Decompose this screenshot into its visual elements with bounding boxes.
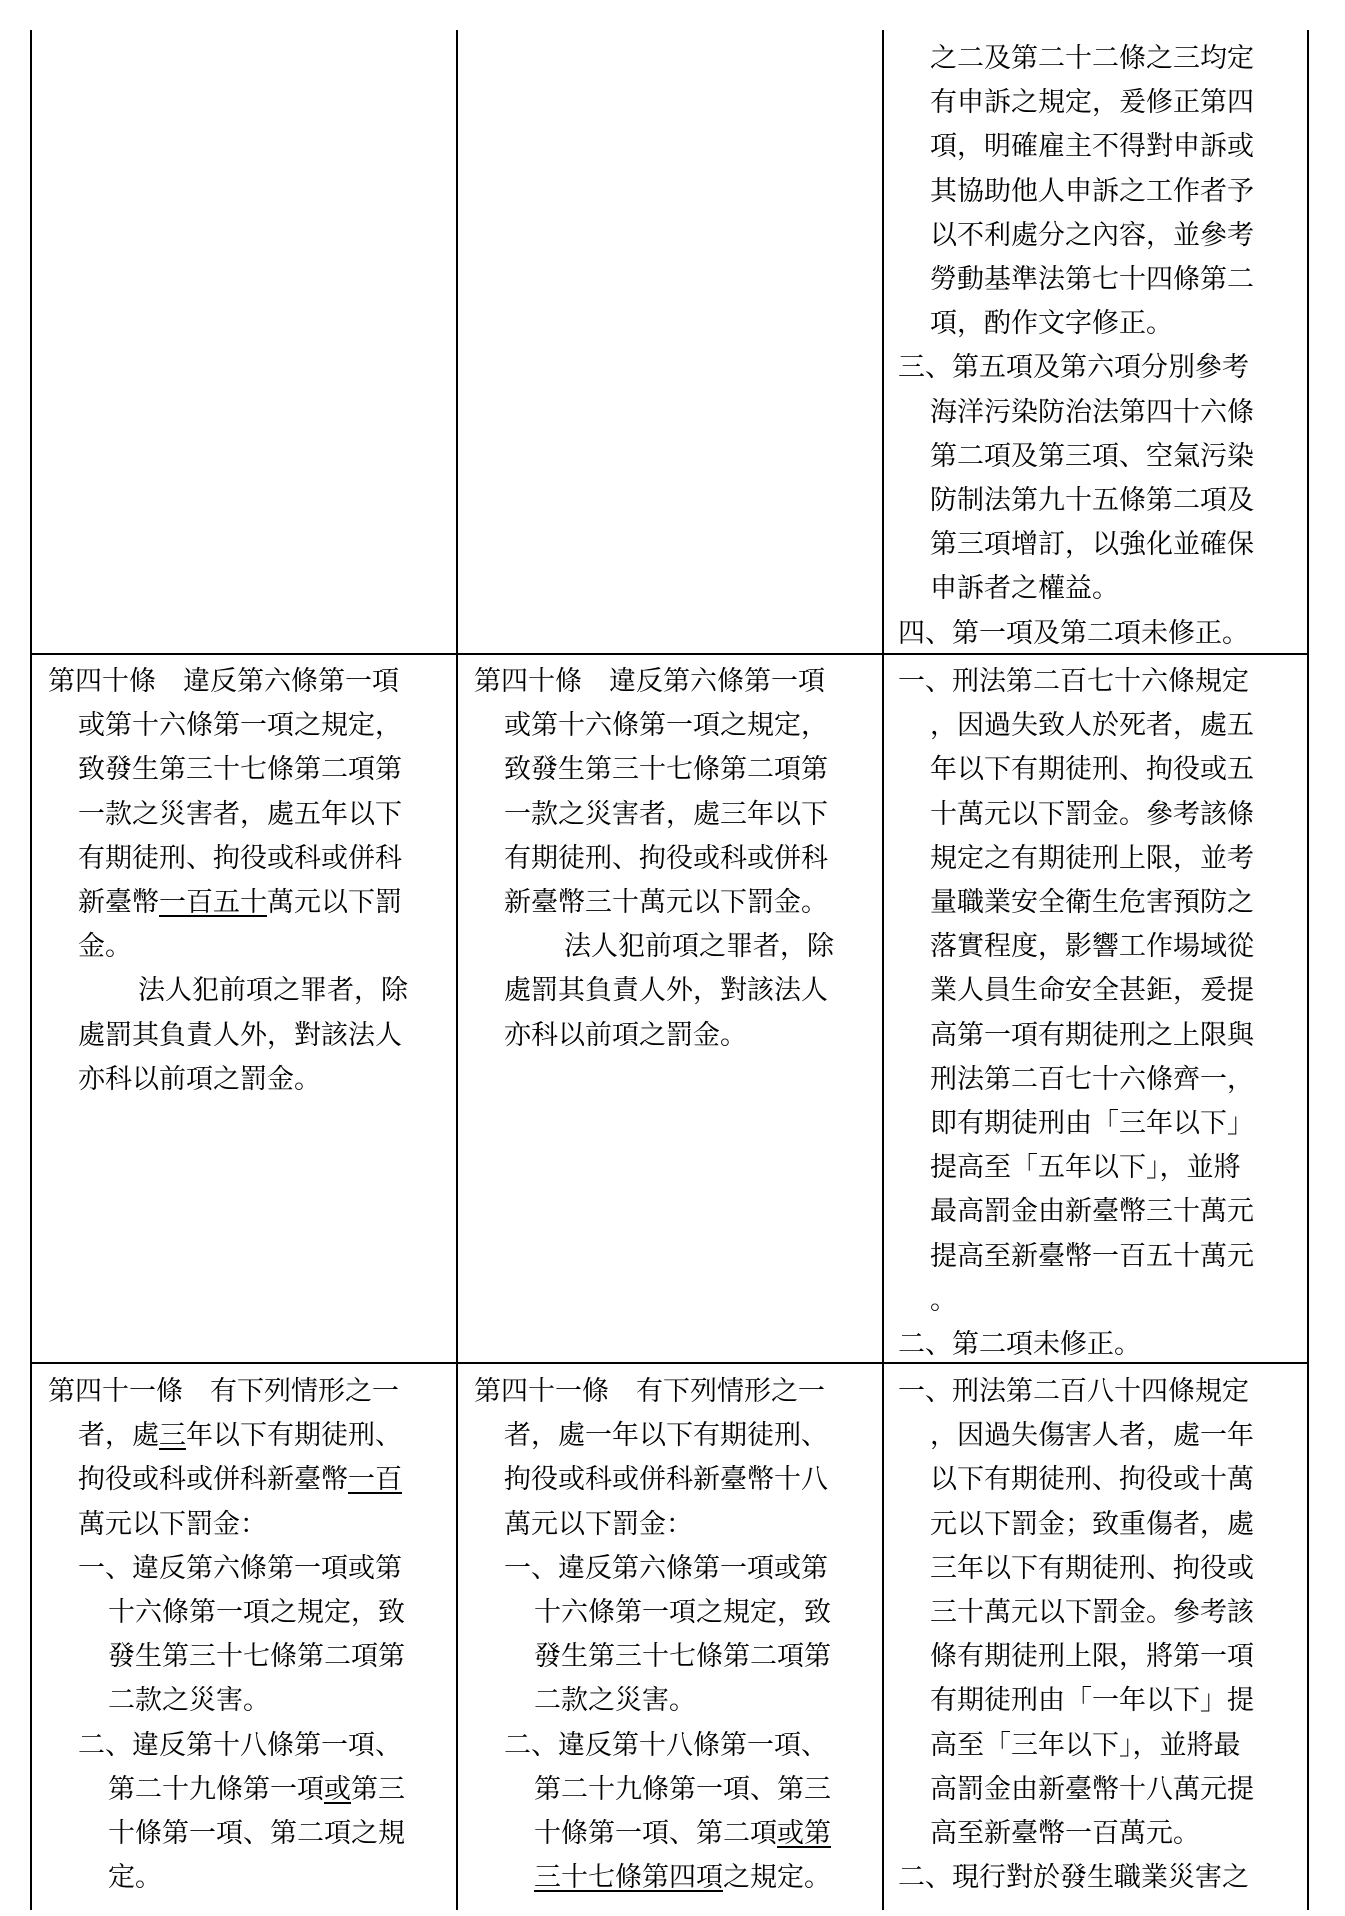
amended-text: 三 <box>159 1420 186 1452</box>
list-line: 發生第三十七條第二項第 <box>108 1641 405 1673</box>
list-item-1: 一、違反第六條第一項或第 <box>78 1552 402 1584</box>
article-line: 亦科以前項之罰金。 <box>504 1019 747 1051</box>
note-line: 最高罰金由新臺幣三十萬元 <box>930 1196 1254 1228</box>
article-line: 一款之災害者，處五年以下 <box>78 798 402 830</box>
list-item-1: 一、違反第六條第一項或第 <box>504 1552 828 1584</box>
article-line: 者，處一年以下有期徒刑、 <box>504 1420 828 1452</box>
article-heading: 第四十一條 有下列情形之一 <box>48 1376 399 1407</box>
column-divider-2 <box>882 30 884 1910</box>
text-span: 新臺幣 <box>78 887 159 919</box>
note-line: 刑法第二百七十六條齊一， <box>930 1063 1254 1095</box>
article-line: 法人犯前項之罪者，除 <box>564 931 834 963</box>
note-line: 三年以下有期徒刑、拘役或 <box>930 1552 1254 1584</box>
note-line: 有期徒刑由「一年以下」提 <box>930 1685 1254 1717</box>
amended-text: 三十七條第四項 <box>534 1862 723 1894</box>
list-item-2: 二、違反第十八條第一項、 <box>78 1729 402 1761</box>
article-40-explanation <box>898 660 1254 1367</box>
article-heading: 第四十一條 有下列情形之一 <box>474 1376 825 1407</box>
list-line: 十六條第一項之規定，致 <box>534 1597 831 1629</box>
note-line: 提高至新臺幣一百五十萬元 <box>930 1240 1254 1272</box>
note-line: 即有期徒刑由「三年以下」 <box>930 1108 1254 1140</box>
note-line: 業人員生命安全甚鉅，爰提 <box>930 975 1254 1007</box>
column-divider-1 <box>456 30 458 1910</box>
amended-text: 一百五十 <box>159 887 267 919</box>
article-line: 萬元以下罰金： <box>78 1508 267 1540</box>
note-line: 勞動基準法第七十四條第二 <box>930 264 1254 296</box>
list-line <box>474 1812 831 1856</box>
note-line: 其協助他人申訴之工作者予 <box>930 175 1254 207</box>
note-item-1: 一、刑法第二百七十六條規定 <box>898 666 1249 697</box>
amended-text: 一百 <box>348 1464 402 1496</box>
note-line: 。 <box>930 1284 957 1316</box>
text-span: 萬元以下罰 <box>267 887 402 919</box>
note-item-3: 三、第五項及第六項分別參考 <box>898 352 1249 384</box>
text-span: 十條第一項、第二項 <box>534 1818 777 1850</box>
note-line: 規定之有期徒刑上限，並考 <box>930 842 1254 874</box>
note-line: ，因過失致人於死者，處五 <box>930 710 1254 742</box>
article-line <box>48 1458 405 1502</box>
note-item-2: 二、現行對於發生職業災害之 <box>898 1862 1249 1894</box>
note-line: 海洋污染防治法第四十六條 <box>930 396 1254 428</box>
article-line: 萬元以下罰金： <box>504 1508 693 1540</box>
note-item-4: 四、第一項及第二項未修正。 <box>898 617 1249 649</box>
note-line: 高罰金由新臺幣十八萬元提 <box>930 1773 1254 1805</box>
article-line: 處罰其負責人外，對該法人 <box>504 975 828 1007</box>
article-line: 致發生第三十七條第二項第 <box>78 754 402 786</box>
table-border-right <box>1307 30 1309 1910</box>
note-line: 以不利處分之內容，並參考 <box>930 219 1254 251</box>
row-continuation-col3 <box>898 37 1254 656</box>
article-line: 致發生第三十七條第二項第 <box>504 754 828 786</box>
article-heading: 第四十條 違反第六條第一項 <box>474 666 825 697</box>
article-line: 拘役或科或併科新臺幣十八 <box>504 1464 828 1496</box>
note-line: 三十萬元以下罰金。參考該 <box>930 1597 1254 1629</box>
article-heading: 第四十條 違反第六條第一項 <box>48 666 399 697</box>
note-line: 之二及第二十二條之三均定 <box>930 43 1254 74</box>
article-line: 有期徒刑、拘役或科或併科 <box>504 842 828 874</box>
note-line: 項，明確雇主不得對申訴或 <box>930 131 1254 163</box>
article-line: 或第十六條第一項之規定， <box>78 710 402 742</box>
note-line: 元以下罰金；致重傷者，處 <box>930 1508 1254 1540</box>
note-line: 以下有期徒刑、拘役或十萬 <box>930 1464 1254 1496</box>
list-line <box>48 1768 405 1812</box>
article-line: 新臺幣三十萬元以下罰金。 <box>504 887 828 919</box>
article-40-current <box>474 660 834 1058</box>
article-line <box>48 1414 405 1458</box>
list-line: 定。 <box>108 1862 162 1894</box>
amended-text: 或 <box>324 1773 351 1805</box>
note-line: 高第一項有期徒刑之上限與 <box>930 1019 1254 1051</box>
list-line: 二款之災害。 <box>108 1685 270 1717</box>
article-41-current <box>474 1370 831 1900</box>
text-span: 拘役或科或併科新臺幣 <box>78 1464 348 1496</box>
list-line <box>474 1856 831 1900</box>
text-span: 第三 <box>351 1773 405 1805</box>
note-line: 年以下有期徒刑、拘役或五 <box>930 754 1254 786</box>
list-line: 發生第三十七條第二項第 <box>534 1641 831 1673</box>
note-line: 條有期徒刑上限，將第一項 <box>930 1641 1254 1673</box>
list-line: 第二十九條第一項、第三 <box>534 1773 831 1805</box>
note-line: 高至「三年以下」，並將最 <box>930 1729 1241 1761</box>
note-line: 高至新臺幣一百萬元。 <box>930 1818 1200 1850</box>
article-40-amended <box>48 660 408 1102</box>
article-41-amended <box>48 1370 405 1900</box>
note-line: 第三項增訂，以強化並確保 <box>930 529 1254 561</box>
text-span: 者，處 <box>78 1420 159 1452</box>
note-line: 量職業安全衛生危害預防之 <box>930 887 1254 919</box>
note-item-2: 二、第二項未修正。 <box>898 1329 1141 1361</box>
article-line: 亦科以前項之罰金。 <box>78 1063 321 1095</box>
note-line: 提高至「五年以下」，並將 <box>930 1152 1241 1184</box>
amended-text: 或第 <box>777 1818 831 1850</box>
article-line: 處罰其負責人外，對該法人 <box>78 1019 402 1051</box>
article-line: 法人犯前項之罪者，除 <box>138 975 408 1007</box>
article-line <box>48 881 408 925</box>
note-line: 有申訴之規定，爰修正第四 <box>930 87 1254 119</box>
note-line: 第二項及第三項、空氣污染 <box>930 440 1254 472</box>
note-line: 十萬元以下罰金。參考該條 <box>930 798 1254 830</box>
note-line: ，因過失傷害人者，處一年 <box>930 1420 1254 1452</box>
list-line: 二款之災害。 <box>534 1685 696 1717</box>
article-41-explanation <box>898 1370 1254 1900</box>
text-span: 之規定。 <box>723 1862 831 1894</box>
table-border-left <box>30 30 32 1910</box>
text-span: 年以下有期徒刑、 <box>186 1420 402 1452</box>
note-line: 落實程度，影響工作場域從 <box>930 931 1254 963</box>
text-span: 第二十九條第一項 <box>108 1773 324 1805</box>
article-line: 有期徒刑、拘役或科或併科 <box>78 842 402 874</box>
note-line: 防制法第九十五條第二項及 <box>930 485 1254 517</box>
list-item-2: 二、違反第十八條第一項、 <box>504 1729 828 1761</box>
article-line: 或第十六條第一項之規定， <box>504 710 828 742</box>
note-item-1: 一、刑法第二百八十四條規定 <box>898 1376 1249 1407</box>
note-line: 申訴者之權益。 <box>930 573 1119 605</box>
article-line: 金。 <box>78 931 132 963</box>
note-line: 項，酌作文字修正。 <box>930 308 1173 340</box>
article-line: 一款之災害者，處三年以下 <box>504 798 828 830</box>
list-line: 十條第一項、第二項之規 <box>108 1818 405 1850</box>
list-line: 十六條第一項之規定，致 <box>108 1597 405 1629</box>
